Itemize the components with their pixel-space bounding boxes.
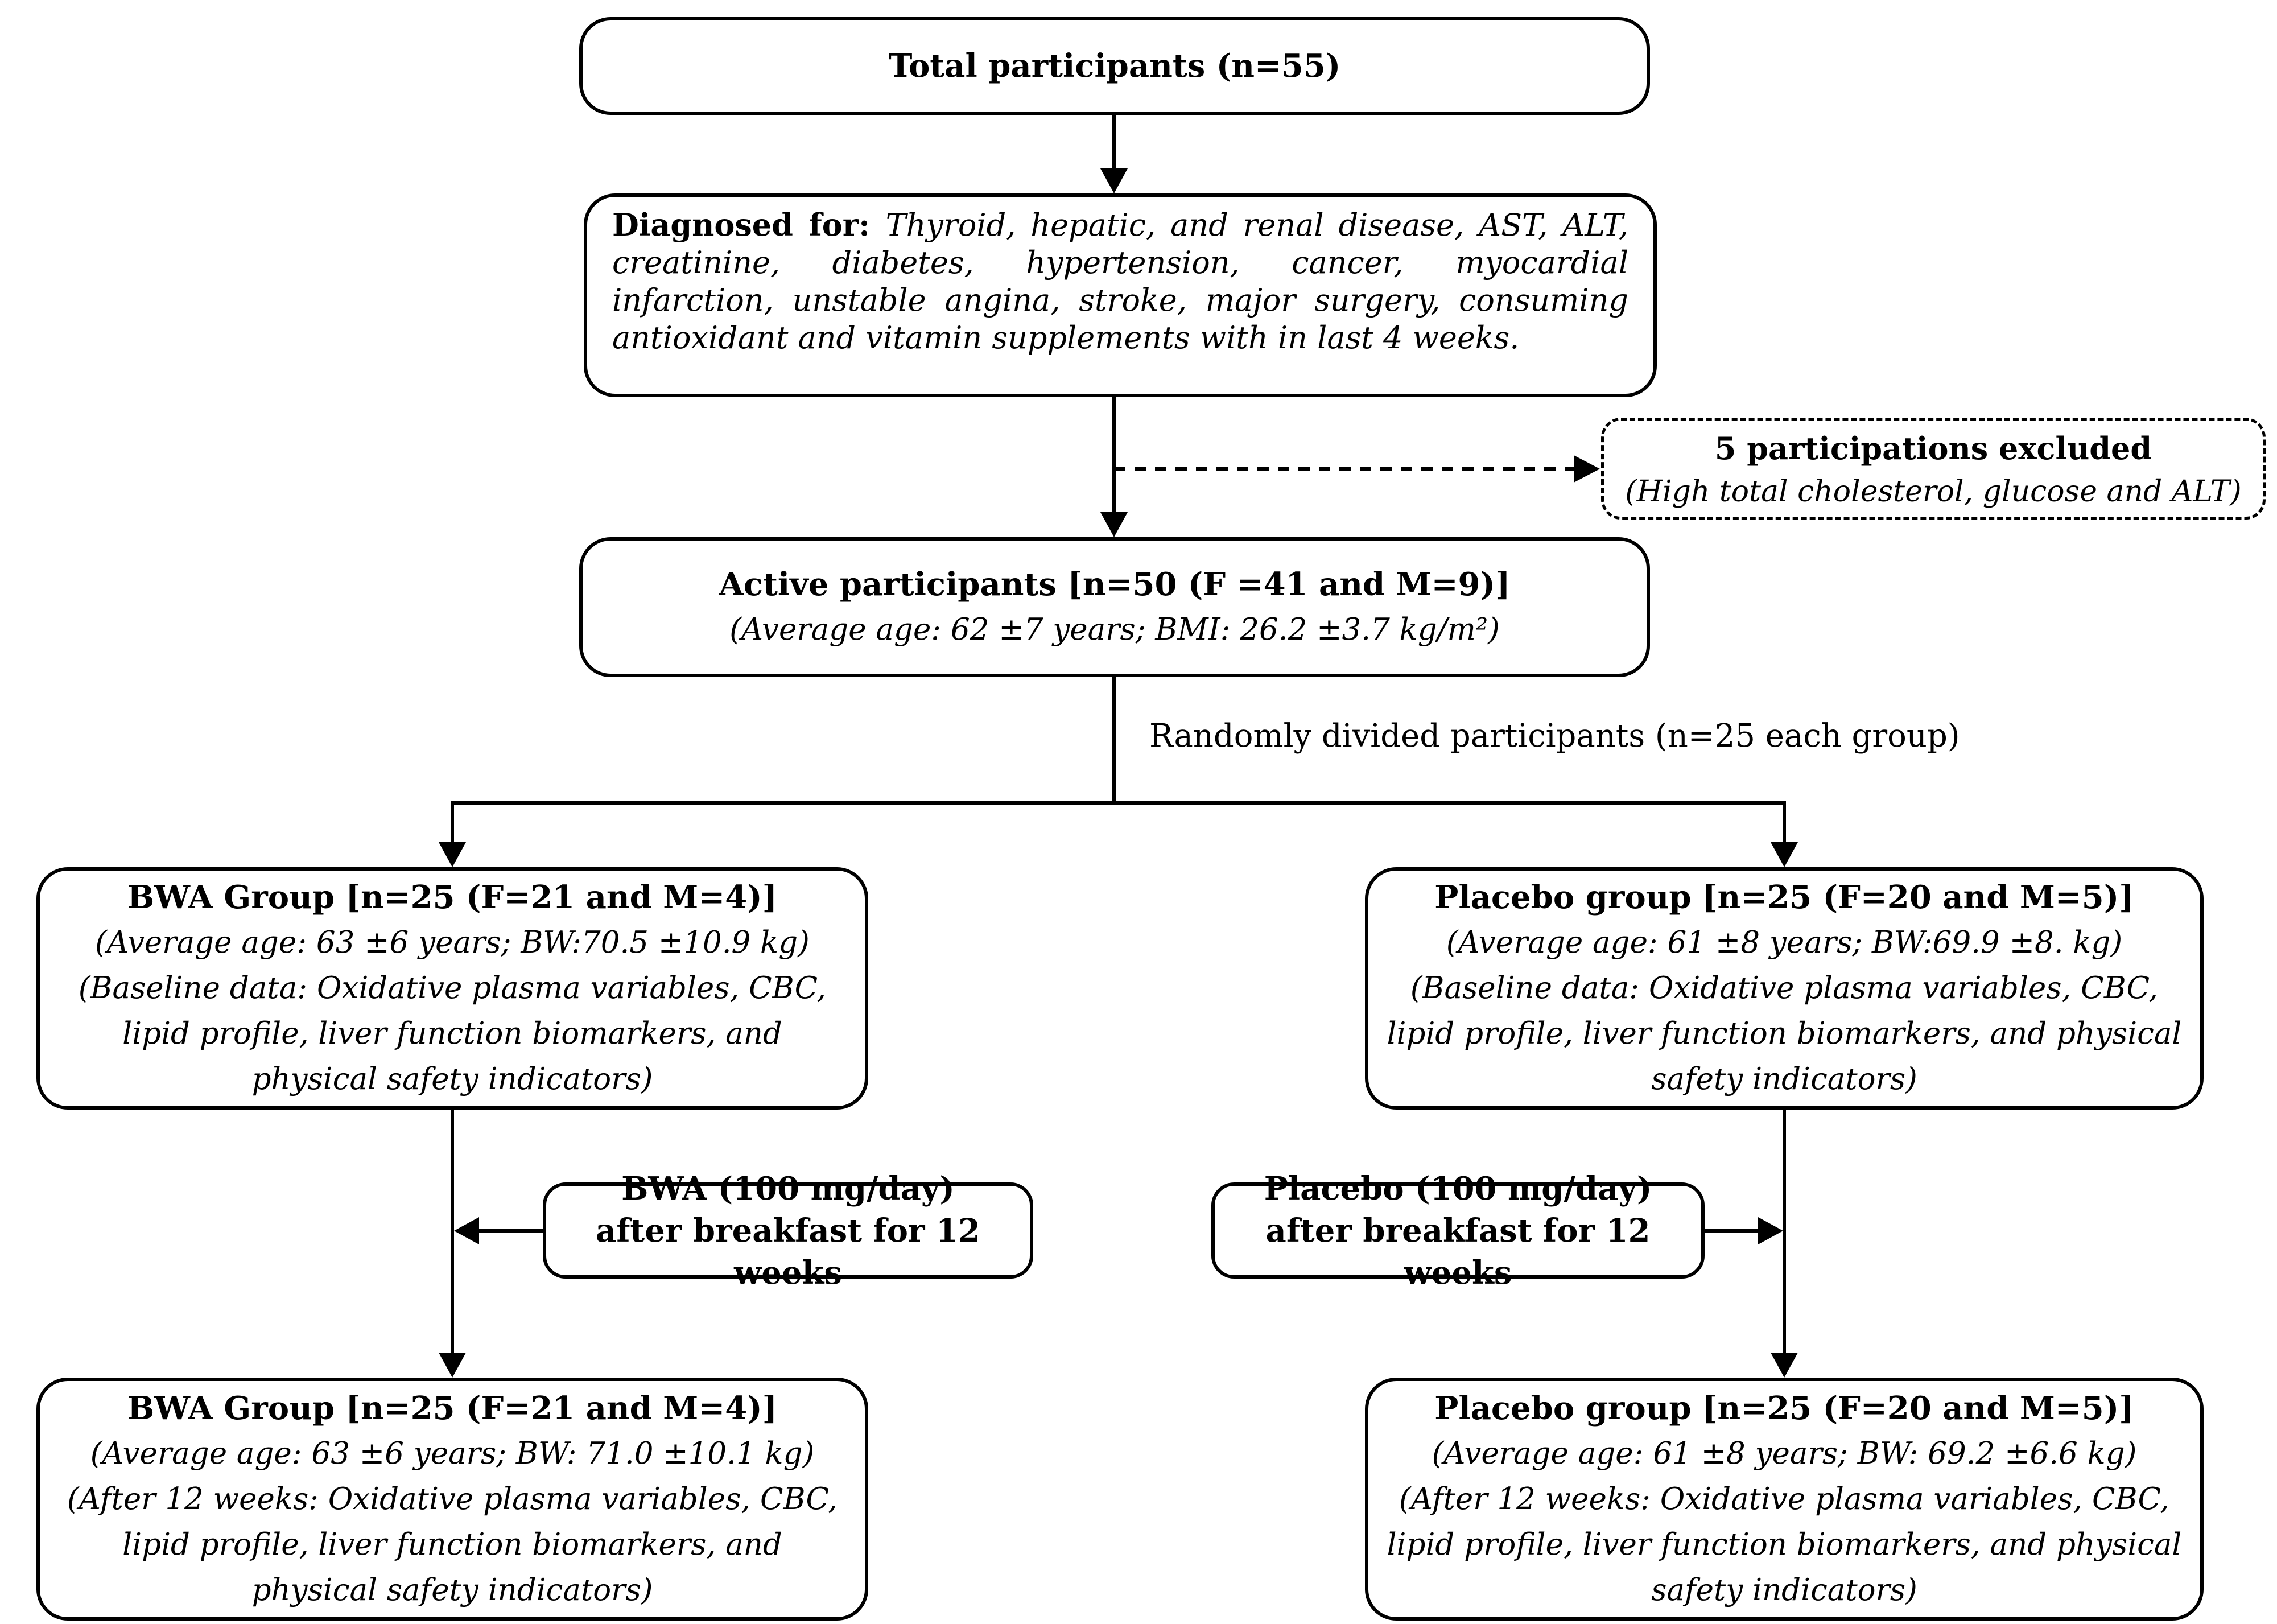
placebo-final-assessments: (After 12 weeks: Oxidative plasma variables, CBC, lipid profile, liver function biomarkers, and physical safety indicators) [1387, 1481, 2182, 1607]
arrowhead-total-to-diagnosed [1100, 168, 1128, 193]
node-bwa-intervention [543, 1169, 1033, 1292]
placebo-final-title: Placebo group [n=25 (F=20 and M=5)] [1434, 1389, 2134, 1427]
arrowhead-placebo-intervention [1758, 1217, 1783, 1244]
node-total-participants [579, 17, 1650, 115]
arrowhead-bwa-intervention [454, 1217, 479, 1244]
excluded-reason: (High total cholesterol, glucose and ALT) [1625, 474, 2242, 509]
bwa-final-details: (Average age: 63 ±6 years; BW: 71.0 ±10.1 kg) [90, 1436, 815, 1471]
placebo-final-details: (Average age: 61 ±8 years; BW: 69.2 ±6.6 kg) [1432, 1436, 2137, 1471]
total-participants-title: Total participants (n=55) [888, 47, 1341, 85]
node-placebo-intervention [1211, 1169, 1705, 1292]
randomization-label: Randomly divided participants (n=25 each group) [1149, 718, 1960, 755]
bwa-baseline-assessments: (Baseline data: Oxidative plasma variables, CBC, lipid profile, liver function biomarkers, and physical safety indicators) [78, 971, 827, 1097]
arrowhead-split-to-bwa [439, 842, 466, 867]
bwa-baseline-title: BWA Group [n=25 (F=21 and M=4)] [127, 879, 778, 916]
arrowhead-bwa-to-final [439, 1353, 466, 1378]
bwa-final-assessments: (After 12 weeks: Oxidative plasma variables, CBC, lipid profile, liver function biomarkers, and physical safety indicators) [67, 1481, 838, 1607]
excluded-title: 5 participations excluded [1714, 430, 2152, 467]
diagnosis-label: Diagnosed for: [612, 207, 886, 243]
node-bwa-group-final [36, 1378, 868, 1621]
placebo-baseline-details: (Average age: 61 ±8 years; BW:69.9 ±8. kg) [1446, 925, 2123, 960]
arrowhead-split-to-placebo [1771, 842, 1798, 867]
node-bwa-group-baseline [36, 867, 868, 1110]
bwa-final-title: BWA Group [n=25 (F=21 and M=4)] [127, 1389, 778, 1427]
active-details: (Average age: 62 ±7 years; BMI: 26.2 ±3.7 kg/m²) [729, 612, 1500, 647]
placebo-baseline-assessments: (Baseline data: Oxidative plasma variables, CBC, lipid profile, liver function biomarkers, and physical safety indicators) [1387, 971, 2182, 1097]
placebo-baseline-title: Placebo group [n=25 (F=20 and M=5)] [1434, 879, 2134, 916]
node-diagnosis-criteria [584, 193, 1657, 397]
active-title: Active participants [n=50 (F =41 and M=9)] [719, 566, 1511, 603]
arrowhead-placebo-to-final [1771, 1353, 1798, 1378]
diagnosis-criteria: Thyroid, hepatic, and renal disease, AST, ALT, creatinine, diabetes, hypertension, cancer, myocardial infarction, unstable angina, stroke, major surgery, consuming antioxidant and vitamin supplements with in last 4 weeks. [612, 207, 1628, 356]
bwa-baseline-details: (Average age: 63 ±6 years; BW:70.5 ±10.9 kg) [95, 925, 810, 960]
diagnosis-text [612, 206, 1628, 357]
node-placebo-group-final [1365, 1378, 2204, 1621]
bwa-intervention-text: BWA (100 mg/day) after breakfast for 12 weeks [596, 1169, 980, 1292]
arrowhead-diagnosed-to-active [1100, 512, 1128, 537]
node-excluded-participants [1601, 418, 2266, 520]
placebo-intervention-text: Placebo (100 mg/day) after breakfast for 12 weeks [1264, 1169, 1652, 1292]
arrowhead-excluded [1574, 455, 1600, 483]
node-placebo-group-baseline [1365, 867, 2204, 1110]
node-active-participants [579, 537, 1650, 677]
